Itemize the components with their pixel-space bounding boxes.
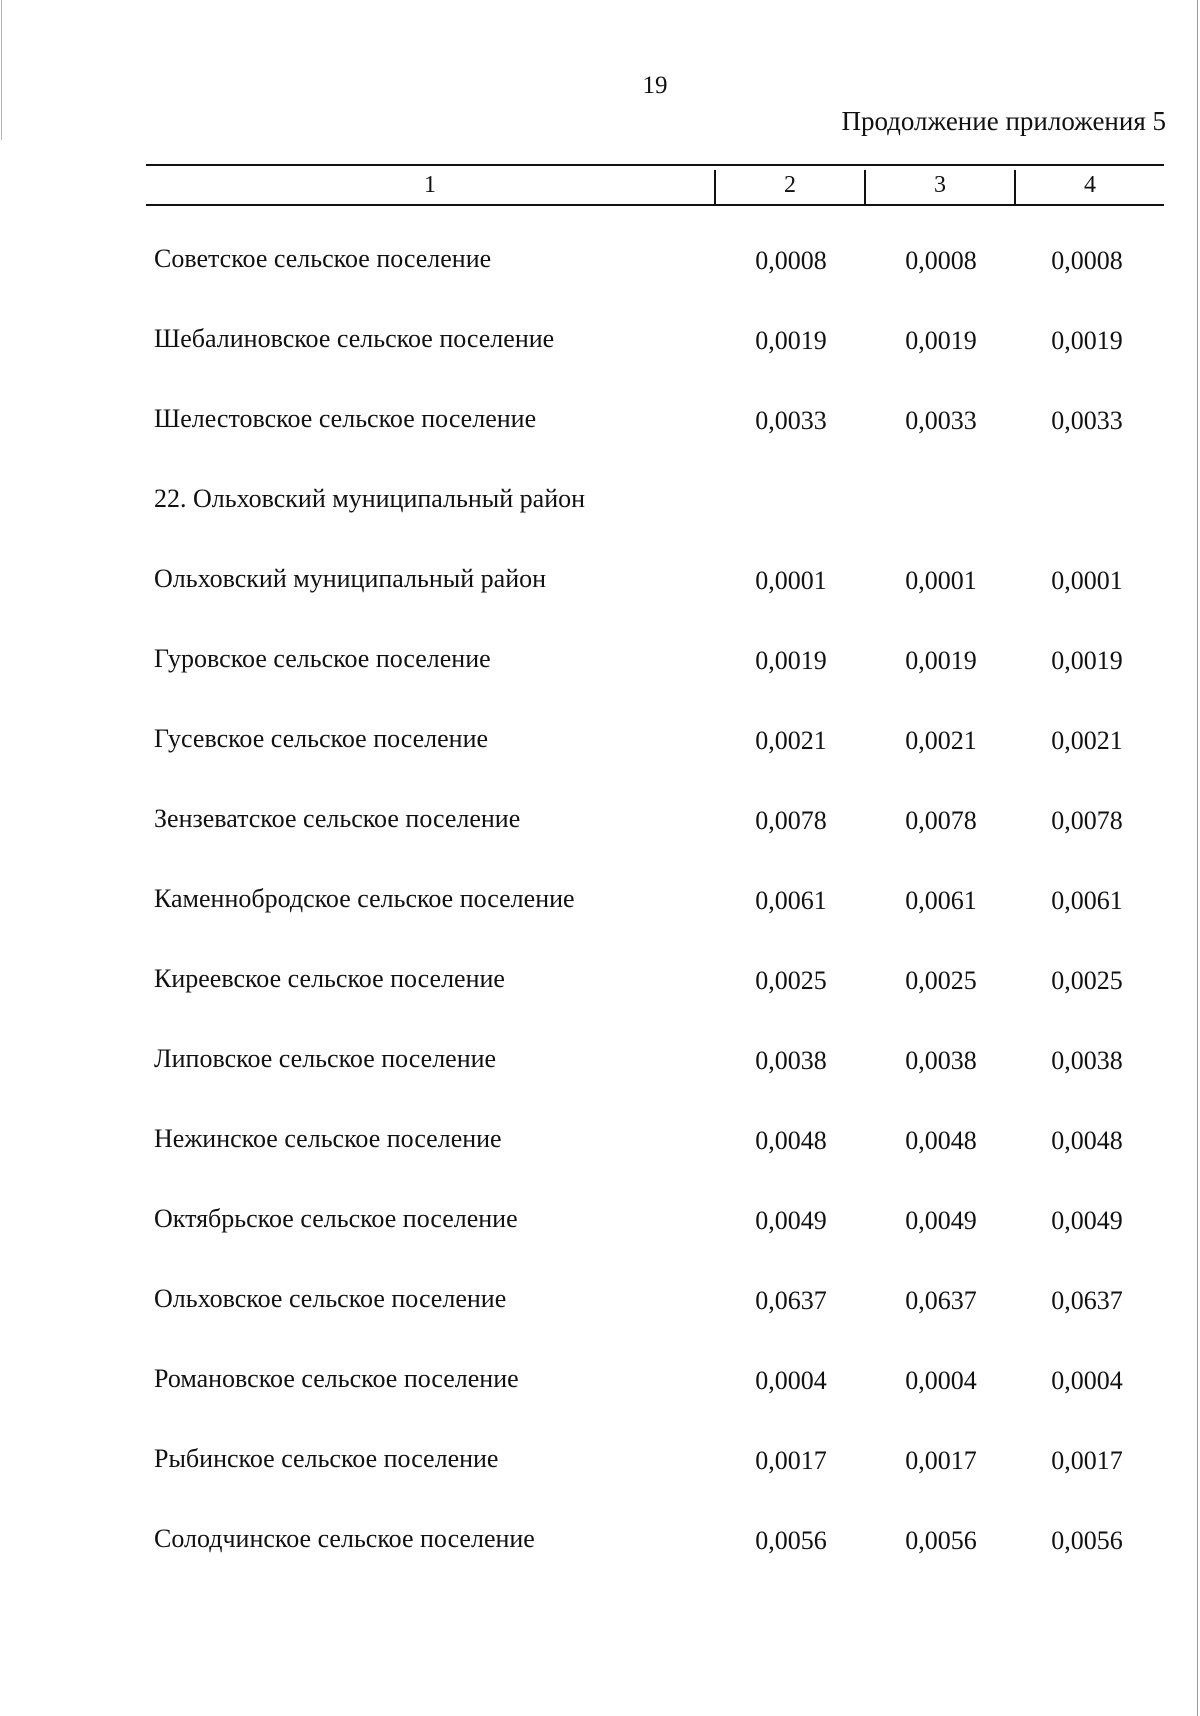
row-value-col-4: 0,0017 [1051,1446,1123,1475]
row-value-col-4: 0,0019 [1051,646,1123,675]
row-name: Октябрьское сельское поселение [154,1204,518,1233]
row-name: Романовское сельское поселение [154,1364,519,1393]
row-name: Солодчинское сельское поселение [154,1524,535,1553]
row-value-col-2: 0,0078 [755,806,827,835]
row-value-col-2: 0,0019 [755,326,827,355]
table-header [146,164,1164,206]
row-value-col-3: 0,0061 [905,886,977,915]
row-value-col-2: 0,0008 [755,246,827,275]
header-col-1: 1 [424,172,436,198]
row-name: Рыбинское сельское поселение [154,1444,499,1473]
row-name: Ольховское сельское поселение [154,1284,507,1313]
row-value-col-3: 0,0008 [905,246,977,275]
table-row [0,804,1200,844]
row-value-col-3: 0,0001 [905,566,977,595]
scan-edge-left [1,0,2,140]
row-value-col-4: 0,0001 [1051,566,1123,595]
row-value-col-3: 0,0048 [905,1126,977,1155]
row-name: Гусевское сельское поселение [154,724,489,753]
table-row [0,1444,1200,1484]
table-row [0,1124,1200,1164]
row-name: Ольховский муниципальный район [154,564,547,593]
row-value-col-4: 0,0078 [1051,806,1123,835]
row-value-col-2: 0,0056 [755,1526,827,1555]
row-value-col-2: 0,0021 [755,726,827,755]
row-value-col-2: 0,0004 [755,1366,827,1395]
table-row [0,1284,1200,1324]
row-value-col-3: 0,0038 [905,1046,977,1075]
row-value-col-3: 0,0017 [905,1446,977,1475]
table-row [0,884,1200,924]
row-value-col-4: 0,0019 [1051,326,1123,355]
row-value-col-3: 0,0049 [905,1206,977,1235]
row-value-col-2: 0,0033 [755,406,827,435]
table-row [0,484,1200,524]
row-value-col-3: 0,0078 [905,806,977,835]
table-row [0,1204,1200,1244]
header-col-2: 2 [784,172,796,198]
table-row [0,1044,1200,1084]
row-value-col-4: 0,0033 [1051,406,1123,435]
header-col-4: 4 [1084,172,1096,198]
appendix-title: Продолжение приложения 5 [841,106,1166,136]
row-value-col-4: 0,0048 [1051,1126,1123,1155]
header-bottom-rule [146,204,1164,206]
table-row [0,1364,1200,1404]
row-value-col-2: 0,0019 [755,646,827,675]
row-value-col-2: 0,0017 [755,1446,827,1475]
row-value-col-4: 0,0061 [1051,886,1123,915]
row-value-col-3: 0,0025 [905,966,977,995]
row-value-col-3: 0,0004 [905,1366,977,1395]
row-value-col-2: 0,0061 [755,886,827,915]
row-value-col-4: 0,0004 [1051,1366,1123,1395]
row-value-col-2: 0,0025 [755,966,827,995]
row-name: Зензеватское сельское поселение [154,804,521,833]
row-value-col-2: 0,0048 [755,1126,827,1155]
row-name: Липовское сельское поселение [154,1044,497,1073]
row-name: Нежинское сельское поселение [154,1124,502,1153]
header-col-3: 3 [934,172,946,198]
table-row [0,1524,1200,1564]
row-value-col-3: 0,0637 [905,1286,977,1315]
row-value-col-4: 0,0637 [1051,1286,1123,1315]
page-number: 19 [642,72,668,99]
table-row [0,724,1200,764]
row-value-col-4: 0,0008 [1051,246,1123,275]
row-value-col-4: 0,0025 [1051,966,1123,995]
row-value-col-4: 0,0021 [1051,726,1123,755]
row-value-col-2: 0,0637 [755,1286,827,1315]
row-value-col-3: 0,0033 [905,406,977,435]
table-row [0,244,1200,284]
row-value-col-3: 0,0019 [905,646,977,675]
row-value-col-4: 0,0049 [1051,1206,1123,1235]
table-row [0,324,1200,364]
row-value-col-2: 0,0001 [755,566,827,595]
row-value-col-3: 0,0056 [905,1526,977,1555]
row-name: Каменнобродское сельское поселение [154,884,575,913]
row-name: Шебалиновское сельское поселение [154,324,555,353]
header-top-rule [146,164,1164,166]
table-row [0,644,1200,684]
row-value-col-2: 0,0049 [755,1206,827,1235]
row-name: Гуровское сельское поселение [154,644,491,673]
row-value-col-3: 0,0021 [905,726,977,755]
row-name: Киреевское сельское поселение [154,964,505,993]
table-row [0,564,1200,604]
row-value-col-3: 0,0019 [905,326,977,355]
table-row [0,964,1200,1004]
row-name: Советское сельское поселение [154,244,492,273]
row-value-col-2: 0,0038 [755,1046,827,1075]
row-value-col-4: 0,0038 [1051,1046,1123,1075]
table-row [0,404,1200,444]
row-name: Шелестовское сельское поселение [154,404,537,433]
row-value-col-4: 0,0056 [1051,1526,1123,1555]
row-name: 22. Ольховский муниципальный район [154,484,586,513]
